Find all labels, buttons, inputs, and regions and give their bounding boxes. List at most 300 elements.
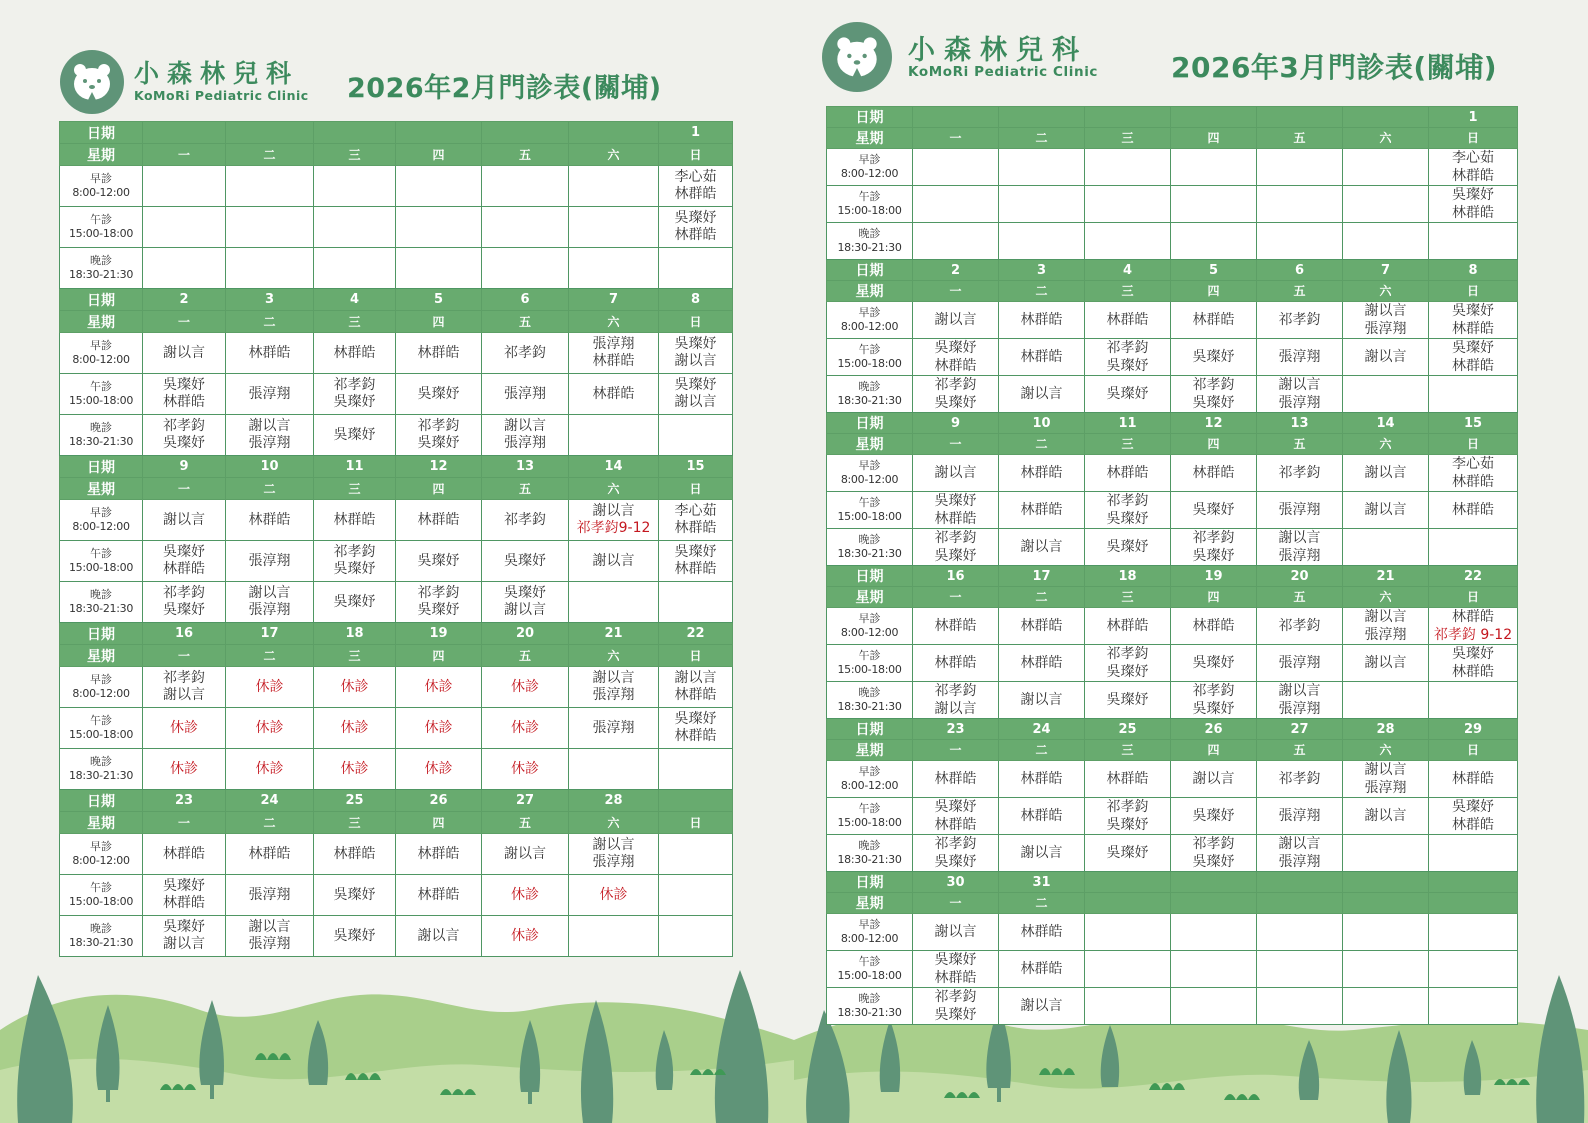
session-name: 早診: [858, 459, 881, 473]
weekday-name: 二: [1035, 131, 1048, 145]
doctor-name: 謝以言: [674, 394, 717, 410]
closed-label: 休診: [511, 886, 539, 903]
session-time: 18:30-21:30: [837, 241, 902, 254]
session-label: [60, 667, 143, 708]
doctor-name: 林群皓: [1106, 312, 1149, 328]
weekday-name: 日: [689, 147, 702, 162]
schedule-cell: [999, 149, 1085, 186]
date-cell: [1257, 719, 1343, 740]
date-row: [827, 872, 1518, 893]
schedule-cell: [1085, 302, 1171, 339]
doctor-name: 張淳翔: [504, 435, 546, 451]
doctor-name: 林群皓: [1020, 618, 1063, 634]
weekday-cell: [1257, 893, 1343, 914]
schedule-cell: [999, 951, 1085, 988]
session-time: 8:00-12:00: [840, 779, 899, 792]
doctor-name: 林群皓: [1452, 771, 1494, 787]
weekday-name: 五: [1293, 131, 1306, 145]
session-time: 8:00-12:00: [72, 353, 130, 366]
schedule-cell: [314, 374, 396, 415]
schedule-cell: [913, 186, 999, 223]
schedule-cell: [143, 749, 226, 790]
session-name: 晚診: [90, 254, 112, 268]
weekday-cell: [143, 144, 226, 166]
schedule-cell: [659, 708, 733, 749]
weekday-name: 五: [518, 648, 531, 663]
date-number: 10: [1032, 415, 1051, 431]
date-cell: [226, 623, 314, 645]
session-name: 早診: [858, 306, 881, 320]
session-time: 15:00-18:00: [837, 204, 902, 217]
weekday-cell: [999, 587, 1085, 608]
doctor-name: 林群皓: [1020, 808, 1063, 824]
weekday-row: [60, 645, 733, 667]
schedule-cell: [1085, 529, 1171, 566]
doctor-name: 吳璨妤: [674, 544, 717, 560]
doctor-name: 吳璨妤: [1106, 358, 1149, 374]
session-name: 早診: [858, 765, 881, 779]
doctor-name: 謝以言: [1278, 683, 1321, 699]
schedule-cell: [1343, 339, 1429, 376]
session-row: [60, 582, 733, 623]
doctor-name: 吳璨妤: [1192, 854, 1235, 870]
date-number: 4: [349, 292, 360, 307]
doctor-name: 張淳翔: [1278, 548, 1321, 564]
doctor-name: 林群皓: [163, 845, 205, 862]
schedule-cell: [1171, 761, 1257, 798]
session-row: [60, 415, 733, 456]
weekday-label: 星期: [60, 645, 143, 667]
closed-label: 休診: [255, 760, 284, 777]
weekday-cell: [143, 645, 226, 667]
bear-logo-icon: [60, 50, 124, 114]
weekday-cell: [913, 587, 999, 608]
weekday-name: 日: [689, 648, 702, 663]
date-number: 21: [1376, 568, 1395, 584]
session-time: 8:00-12:00: [72, 186, 130, 199]
date-number: 28: [604, 793, 623, 808]
schedule-cell: [1171, 302, 1257, 339]
doctor-name: 李心茹: [1452, 150, 1494, 166]
schedule-cell: [1343, 761, 1429, 798]
schedule-cell: [659, 248, 733, 289]
session-label: [60, 207, 143, 248]
schedule-cell: [1429, 149, 1518, 186]
weekday-name: 五: [1293, 284, 1306, 298]
schedule-cell: [314, 875, 396, 916]
schedule-cell: [999, 302, 1085, 339]
session-row: [60, 834, 733, 875]
doctor-name: 林群皓: [1020, 502, 1063, 518]
doctor-name: 林群皓: [1452, 664, 1494, 680]
date-number: 11: [345, 459, 364, 474]
doctor-name: 吳璨妤: [674, 336, 717, 352]
doctor-name: 謝以言: [504, 602, 546, 618]
weekday-name: 日: [1466, 284, 1479, 298]
session-label: [60, 415, 143, 456]
date-number: 22: [686, 626, 705, 641]
doctor-name: 謝以言: [1364, 808, 1407, 824]
schedule-cell: [226, 834, 314, 875]
doctor-name: 張淳翔: [592, 336, 635, 352]
weekday-name: 一: [949, 590, 962, 604]
session-time: 15:00-18:00: [68, 227, 134, 240]
schedule-cell: [659, 834, 733, 875]
weekday-cell: [999, 281, 1085, 302]
date-number: 26: [429, 793, 448, 808]
schedule-cell: [999, 608, 1085, 645]
weekday-name: 日: [689, 815, 702, 830]
schedule-cell: [314, 582, 396, 623]
doctor-name: 吳璨妤: [333, 426, 376, 443]
doctor-name: 張淳翔: [1364, 321, 1407, 337]
doctor-name: 吳璨妤: [934, 340, 977, 356]
schedule-cell: [999, 761, 1085, 798]
date-number: 2: [950, 262, 961, 278]
session-time: 8:00-12:00: [72, 520, 130, 533]
session-row: [827, 492, 1518, 529]
schedule-cell: [314, 415, 396, 456]
doctor-name: 吳璨妤: [1106, 845, 1149, 861]
date-number: 18: [1118, 568, 1137, 584]
schedule-cell: [1343, 529, 1429, 566]
weekday-name: 四: [1207, 131, 1220, 145]
weekday-cell: [913, 893, 999, 914]
doctor-name: 吳璨妤: [1106, 817, 1149, 833]
closed-label: 休診: [340, 760, 369, 777]
session-name: 晚診: [858, 839, 881, 853]
schedule-cell: [482, 708, 569, 749]
date-cell: [913, 872, 999, 893]
session-time: 18:30-21:30: [68, 602, 134, 615]
closed-label: 休診: [340, 678, 369, 695]
weekday-cell: [1085, 893, 1171, 914]
schedule-cell: [913, 529, 999, 566]
schedule-cell: [913, 835, 999, 872]
date-number: 30: [946, 874, 965, 890]
schedule-cell: [314, 541, 396, 582]
schedule-cell: [1343, 951, 1429, 988]
schedule-cell: [1429, 339, 1518, 376]
schedule-cell: [1343, 682, 1429, 719]
date-number: 28: [1376, 721, 1395, 737]
session-time: 8:00-12:00: [840, 473, 899, 486]
doctor-name: 祁孝鈞: [163, 670, 205, 686]
schedule-cell: [482, 582, 569, 623]
doctor-name: 吳璨妤: [333, 886, 376, 903]
schedule-cell: [1085, 186, 1171, 223]
schedule-cell: [1171, 835, 1257, 872]
weekday-name: 三: [1121, 437, 1134, 451]
session-time: 15:00-18:00: [68, 728, 134, 741]
schedule-cell: [659, 166, 733, 207]
session-row: [827, 682, 1518, 719]
schedule-cell: [314, 916, 396, 957]
weekday-cell: [1085, 587, 1171, 608]
doctor-name: 林群皓: [417, 845, 460, 862]
schedule-cell: [1429, 492, 1518, 529]
weekday-name: 三: [348, 815, 361, 830]
session-time: 15:00-18:00: [837, 816, 902, 829]
schedule-cell: [1257, 798, 1343, 835]
date-number: 31: [1032, 874, 1051, 890]
doctor-name: 祁孝鈞: [1106, 799, 1149, 815]
weekday-cell: [143, 812, 226, 834]
date-number: 23: [946, 721, 965, 737]
schedule-cell: [1171, 798, 1257, 835]
session-row: [827, 951, 1518, 988]
weekday-cell: [1343, 434, 1429, 455]
doctor-name: 林群皓: [934, 970, 977, 986]
date-cell: [143, 623, 226, 645]
session-name: 早診: [858, 612, 881, 626]
weekday-row: [60, 812, 733, 834]
doctor-name: 張淳翔: [1278, 349, 1321, 365]
session-time: 8:00-12:00: [840, 167, 899, 180]
session-time: 18:30-21:30: [837, 700, 902, 713]
doctor-name: 謝以言: [1278, 530, 1321, 546]
doctor-name: 林群皓: [1020, 924, 1063, 940]
schedule-cell: [143, 916, 226, 957]
clinic-name: 小森林兒科: [908, 35, 1088, 66]
date-cell: [1257, 872, 1343, 893]
doctor-name: 吳璨妤: [333, 394, 376, 410]
schedule-cell: [482, 667, 569, 708]
weekday-cell: [396, 311, 482, 333]
schedule-cell: [659, 667, 733, 708]
doctor-name: 吳璨妤: [1452, 303, 1494, 319]
schedule-cell: [659, 333, 733, 374]
weekday-label: 星期: [827, 128, 913, 149]
schedule-cell: [1171, 914, 1257, 951]
doctor-name: 祁孝鈞: [504, 511, 546, 528]
weekday-cell: [1257, 128, 1343, 149]
doctor-name: 謝以言: [592, 837, 635, 853]
schedule-cell: [913, 339, 999, 376]
schedule-cell: [1085, 223, 1171, 260]
weekday-cell: [1429, 434, 1518, 455]
session-row: [827, 302, 1518, 339]
schedule-cell: [1257, 376, 1343, 413]
schedule-cell: [396, 374, 482, 415]
session-label: [827, 492, 913, 529]
doctor-name: 林群皓: [934, 358, 977, 374]
date-label: 日期: [60, 790, 143, 812]
weekday-row: [60, 144, 733, 166]
date-cell: [1257, 566, 1343, 587]
session-time: 8:00-12:00: [840, 626, 899, 639]
date-number: 23: [174, 793, 194, 808]
session-name: 晚診: [858, 380, 881, 394]
date-cell: [396, 122, 482, 144]
weekday-name: 六: [1379, 131, 1392, 145]
session-name: 早診: [858, 918, 881, 932]
doctor-name: 吳璨妤: [934, 548, 977, 564]
doctor-name: 祁孝鈞: [417, 585, 460, 601]
closed-label: 休診: [424, 760, 453, 777]
closed-label: 休診: [255, 678, 284, 695]
weekday-label: 星期: [60, 812, 143, 834]
weekday-name: 一: [949, 896, 962, 910]
schedule-cell: [1429, 761, 1518, 798]
date-cell: [143, 790, 226, 812]
date-cell: [482, 623, 569, 645]
weekday-cell: [1429, 587, 1518, 608]
doctor-name: 祁孝鈞: [1278, 771, 1321, 787]
session-name: 晚診: [90, 755, 112, 769]
weekday-name: 五: [518, 314, 531, 329]
schedule-cell: [1257, 492, 1343, 529]
date-cell: [314, 122, 396, 144]
doctor-name: 林群皓: [248, 845, 291, 862]
doctor-name: 林群皓: [674, 561, 717, 577]
session-row: [827, 149, 1518, 186]
date-row: [827, 566, 1518, 587]
session-name: 午診: [858, 343, 881, 357]
schedule-cell: [1085, 492, 1171, 529]
doctor-name: 林群皓: [1020, 312, 1063, 328]
schedule-cell: [143, 582, 226, 623]
date-number: 16: [946, 568, 965, 584]
weekday-label: 星期: [60, 478, 143, 500]
date-cell: [1085, 566, 1171, 587]
date-row: [827, 107, 1518, 128]
weekday-name: 六: [607, 147, 620, 162]
date-number: 12: [429, 459, 448, 474]
schedule-cell: [1429, 645, 1518, 682]
weekday-name: 日: [1466, 437, 1479, 451]
date-cell: [1085, 107, 1171, 128]
doctor-name: 謝以言: [1020, 692, 1063, 708]
schedule-cell: [659, 207, 733, 248]
weekday-cell: [482, 144, 569, 166]
session-label: [60, 500, 143, 541]
schedule-cell: [482, 875, 569, 916]
doctor-name: 祁孝鈞: [333, 377, 376, 393]
date-row: [827, 413, 1518, 434]
session-row: [827, 339, 1518, 376]
doctor-name: 張淳翔: [1278, 808, 1321, 824]
schedule-cell: [1257, 186, 1343, 223]
session-time: 18:30-21:30: [68, 435, 134, 448]
schedule-cell: [1429, 914, 1518, 951]
doctor-name: 張淳翔: [248, 552, 291, 569]
date-cell: [1171, 107, 1257, 128]
doctor-name: 林群皓: [1452, 609, 1494, 625]
weekday-row: [60, 478, 733, 500]
date-cell: [1085, 413, 1171, 434]
weekday-cell: [143, 311, 226, 333]
schedule-cell: [1429, 455, 1518, 492]
date-cell: [659, 456, 733, 478]
schedule-cell: [1343, 835, 1429, 872]
schedule-cell: [396, 749, 482, 790]
doctor-name: 吳璨妤: [1452, 340, 1494, 356]
doctor-name: 吳璨妤: [333, 927, 376, 944]
schedule-cell: [913, 376, 999, 413]
date-number: 22: [1463, 568, 1483, 584]
schedule-cell: [1429, 951, 1518, 988]
doctor-name: 林群皓: [1020, 655, 1063, 671]
doctor-name: 謝以言: [934, 465, 977, 481]
closed-label: 休診: [511, 760, 539, 777]
date-cell: [1257, 260, 1343, 281]
bear-logo-icon: [822, 22, 892, 92]
session-time: 15:00-18:00: [837, 357, 902, 370]
date-cell: [226, 122, 314, 144]
doctor-name: 吳璨妤: [1106, 664, 1149, 680]
weekday-name: 二: [1035, 437, 1048, 451]
doctor-name: 張淳翔: [1278, 395, 1321, 411]
weekday-name: 三: [348, 314, 361, 329]
schedule-cell: [314, 166, 396, 207]
doctor-name: 謝以言: [163, 687, 205, 703]
weekday-cell: [999, 740, 1085, 761]
schedule-cell: [396, 248, 482, 289]
weekday-name: 一: [177, 481, 190, 496]
schedule-cell: [143, 541, 226, 582]
date-number: 6: [1294, 262, 1305, 278]
schedule-cell: [314, 248, 396, 289]
date-label: 日期: [827, 107, 913, 128]
date-number: 3: [1036, 262, 1047, 278]
doctor-name: 林群皓: [934, 817, 977, 833]
doctor-name: 林群皓: [1452, 817, 1494, 833]
weekday-cell: [314, 645, 396, 667]
session-label: [827, 529, 913, 566]
schedule-cell: [314, 749, 396, 790]
session-label: [60, 374, 143, 415]
doctor-name: 李心茹: [674, 169, 717, 185]
doctor-name: 祁孝鈞: [1192, 377, 1235, 393]
weekday-name: 二: [263, 314, 276, 329]
doctor-name: 吳璨妤: [1192, 395, 1235, 411]
doctor-name: 李心茹: [1452, 456, 1494, 472]
session-name: 晚診: [858, 533, 881, 547]
weekday-name: 日: [1466, 131, 1479, 145]
doctor-name: 張淳翔: [592, 687, 635, 703]
doctor-name: 祁孝鈞: [934, 683, 977, 699]
schedule-cell: [1429, 682, 1518, 719]
schedule-cell: [999, 645, 1085, 682]
schedule-cell: [143, 248, 226, 289]
date-cell: [1171, 872, 1257, 893]
weekday-cell: [1085, 128, 1171, 149]
doctor-name: 李心茹: [674, 503, 717, 519]
session-name: 午診: [90, 881, 112, 895]
weekday-cell: [482, 311, 569, 333]
doctor-name: 林群皓: [1020, 961, 1063, 977]
weekday-cell: [1343, 587, 1429, 608]
schedule-cell: [314, 834, 396, 875]
weekday-cell: [396, 478, 482, 500]
weekday-row: [60, 311, 733, 333]
schedule-cell: [659, 415, 733, 456]
session-label: [827, 608, 913, 645]
session-label: [827, 455, 913, 492]
session-row: [60, 667, 733, 708]
weekday-name: 三: [1121, 743, 1134, 757]
date-cell: [1171, 413, 1257, 434]
date-number: 26: [1204, 721, 1223, 737]
doctor-name: 吳璨妤: [163, 602, 205, 618]
date-cell: [1171, 719, 1257, 740]
date-cell: [999, 566, 1085, 587]
doctor-name: 謝以言: [1364, 349, 1407, 365]
date-cell: [143, 289, 226, 311]
schedule-cell: [999, 186, 1085, 223]
doctor-name: 張淳翔: [592, 719, 635, 736]
